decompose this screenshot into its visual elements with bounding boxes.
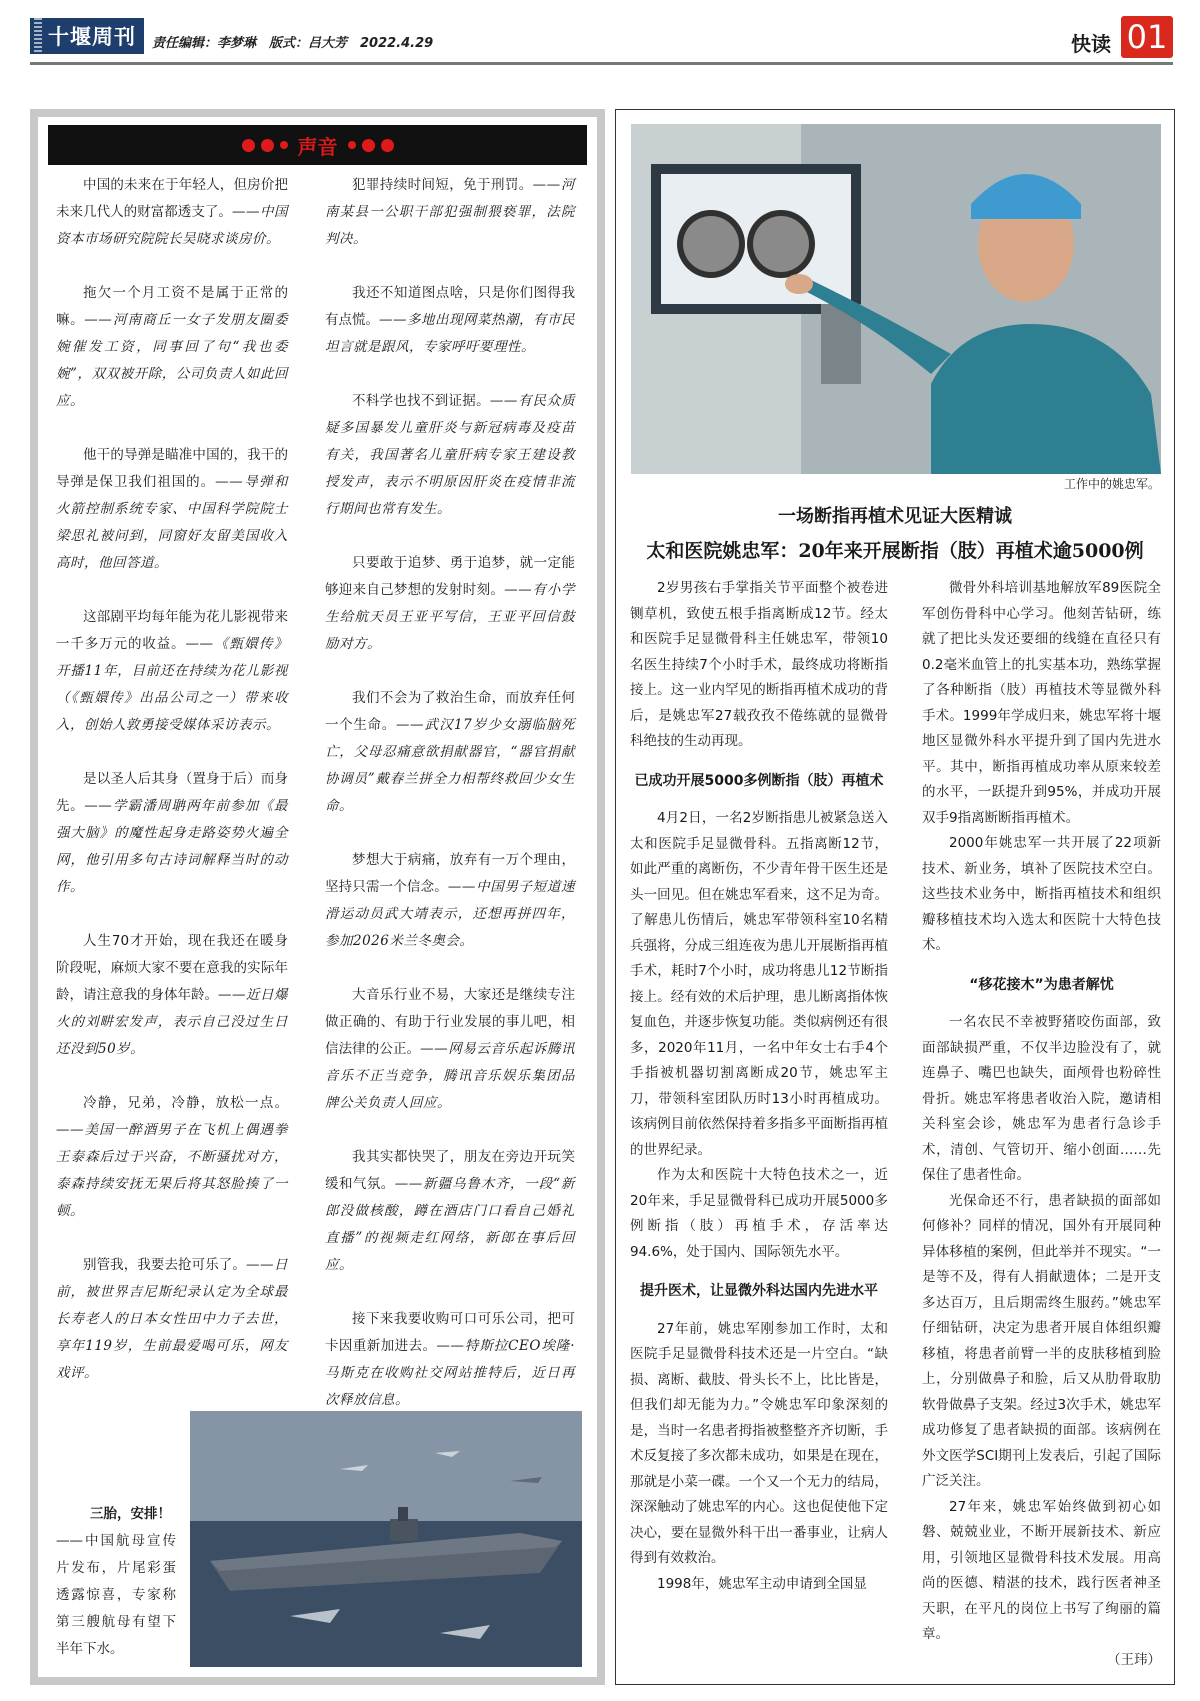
- quote-source: ——中国资本市场研究院院长吴晓求谈房价。: [56, 204, 289, 247]
- quote-item: [56, 766, 288, 901]
- photo-caption: 工作中的姚忠军。: [1063, 477, 1160, 491]
- paragraph: 作为太和医院十大特色技术之一，近20年来，手足显微骨科已成功开展5000多例断指（肢）再植手术，存活率达94.6%，处于国内、国际领先水平。: [630, 1167, 888, 1260]
- red-dot-icon: [381, 139, 394, 152]
- quote-text: 他干的导弹是瞄准中国的，我干的导弹是保卫我们祖国的。: [56, 447, 289, 490]
- red-dot-icon: [362, 139, 375, 152]
- quote-source: ——网易云音乐起诉腾讯音乐不正当竞争，腾讯音乐娱乐集团品牌公关负责人回应。: [325, 1041, 575, 1111]
- surgeon-photo: [631, 124, 1161, 474]
- quote-source: ——美国一醉酒男子在飞机上偶遇拳王泰森后过于兴奋，不断骚扰对方，泰森持续安抚无果后将其怒脸揍了一顿。: [56, 1122, 288, 1219]
- quote-text: 我还不知道图点啥，只是你们图得我有点慌。: [325, 285, 576, 328]
- quote-item: [56, 172, 288, 253]
- article-title: 一场断指再植术见证大医精诚: [778, 506, 1012, 527]
- quote-item: [56, 1252, 288, 1387]
- voices-column-left: [56, 172, 288, 1414]
- quote-item: [325, 388, 575, 523]
- quote-text: 我们不会为了救治生命，而放弃任何一个生命。: [325, 690, 576, 733]
- surgeon-illustration: [631, 124, 1161, 474]
- paragraph: 微骨外科培训基地解放军89医院全军创伤骨科中心学习。他刻苦钻研，练就了把比头发还要细的线缝在直径只有0.2毫米血管上的扎实基本功，熟练掌握了各种断指（肢）再植技术等显微外科手术。1999年学成归来，姚忠军将十堰地区显微外科水平提升到了国内先进水平。其中，断指再植成功率从原来较差的水平，一跃提升到95%，并成功开展双手9指离断断指再植术。: [922, 580, 1161, 826]
- quote-text: 别管我，我要去抢可乐了。: [83, 1257, 246, 1273]
- quote-item: [325, 172, 575, 253]
- quote-item: [56, 604, 288, 739]
- quote-text: 接下来我要收购可口可乐公司，把可卡因重新加进去。: [325, 1311, 576, 1354]
- quote-source: ——导弹和火箭控制系统专家、中国科学院院士梁思礼被问到，同窗好友留美国收入高时，他回答道。: [56, 474, 289, 571]
- aircraft-carrier-photo: [190, 1411, 582, 1667]
- red-dot-icon: [261, 139, 274, 152]
- carrier-caption: [56, 1501, 176, 1663]
- paragraph: 2000年姚忠军一共开展了22项新技术、新业务，填补了医院技术空白。这些技术业务中，断指再植技术和组织瓣移植技术均入选太和医院十大特色技术。: [922, 835, 1161, 953]
- article-column-left: [630, 576, 888, 1597]
- section-name: 快读: [1071, 32, 1111, 56]
- carrier-illustration: [190, 1411, 582, 1667]
- quote-text: 只要敢于追梦、勇于追梦，就一定能够迎来自己梦想的发射时刻。: [325, 555, 576, 598]
- quote-source: ——河南某县一公职干部犯强制猥亵罪，法院判决。: [325, 177, 576, 247]
- quote-source: ——近日爆火的刘畊宏发声，表示自己没过生日还没到50岁。: [56, 987, 288, 1057]
- quote-source: ——多地出现网菜热潮，有市民坦言就是跟风，专家呼吁要理性。: [325, 312, 575, 355]
- quote-source: ——新疆乌鲁木齐，一段“新郎没做核酸，蹲在酒店门口看自己婚礼直播”的视频走红网络，新郎在事后回应。: [325, 1176, 575, 1273]
- red-dot-icon: [348, 141, 356, 149]
- voices-heading: [48, 125, 587, 165]
- quote-item: [325, 847, 575, 955]
- quote-text: 这部剧平均每年能为花儿影视带来一千多万元的收益。: [56, 609, 289, 652]
- article-column-right: [922, 576, 1161, 1673]
- carrier-caption-text: ——中国航母宣传片发布，片尾彩蛋透露惊喜，专家称第三艘航母有望下半年下水。: [56, 1533, 176, 1657]
- voices-column-right: [325, 172, 575, 1441]
- carrier-caption-title: 三胎，安排！: [90, 1506, 171, 1522]
- quote-source: ——河南商丘一女子发朋友圈委婉催发工资，同事回了句“我也委婉”，双双被开除，公司负责人如此回应。: [56, 312, 289, 409]
- quote-item: [325, 1306, 575, 1414]
- page-number: 01: [1121, 16, 1173, 58]
- quote-text: 是以圣人后其身（置身于后）而身先。: [56, 771, 289, 814]
- quote-item: [325, 550, 575, 658]
- paragraph: 2岁男孩右手掌指关节平面整个被卷进铡草机，致使五根手指离断成12节。经太和医院手足显微骨科主任姚忠军，带领10名医生持续7个小时手术，最终成功将断指接上。这一业内罕见的断指再植术成功的背后，是姚忠军27载孜孜不倦练就的显微骨科绝技的生动再现。: [630, 580, 888, 749]
- quote-item: [325, 1144, 575, 1279]
- quote-item: [56, 442, 288, 577]
- paragraph: 4月2日，一名2岁断指患儿被紧急送入太和医院手足显微骨科。五指离断12节，如此严重的离断伤，不少青年骨干医生还是头一回见。但在姚忠军看来，这不足为奇。了解患儿伤情后，姚忠军带领科室10名精兵强将，分成三组连夜为患儿开展断指再植手术，耗时7个小时，成功将患儿12节断指接上。经有效的术后护理，患儿断离指体恢复血色，并逐步恢复功能。类似病例还有很多，2020年11月，一名中年女士右手4个手指被机器切割离断成20节，姚忠军主刀，带领科室团队历时13小时再植成功。该病例目前依然保持着多指多平面断指再植的世界纪录。: [630, 810, 888, 1158]
- section-heading: “移花接木”为患者解忧: [969, 976, 1114, 993]
- voices-title: 声音: [297, 134, 338, 159]
- quote-source: ——武汉17岁少女溺临脑死亡，父母忍痛意欲捐献器官，“器官捐献协调员”戴春兰拼全力相帮终救回少女生命。: [325, 717, 575, 814]
- paragraph: 一名农民不幸被野猪咬伤面部，致面部缺损严重，不仅半边脸没有了，就连鼻子、嘴巴也缺失，面颅骨也粉碎性骨折。姚忠军将患者收治入院，邀请相关科室会诊，姚忠军为患者行急诊手术，清创、气管切开、缩小创面……先保住了患者性命。: [922, 1014, 1161, 1183]
- paragraph: 27年前，姚忠军刚参加工作时，太和医院手足显微骨科技术还是一片空白。“缺损、离断、截肢、骨头长不上，比比皆是，但我们却无能为力。”令姚忠军印象深刻的是，当时一名患者拇指被整整齐齐切断，手术反复接了多次都未成功，如果是在现在，那就是小菜一碟。一个又一个无力的结局，深深触动了姚忠军的内心。这也促使他下定决心，要在显微外科干出一番事业，让病人得到有效救治。: [630, 1320, 888, 1566]
- quote-source: ——《甄嬛传》开播11年，目前还在持续为花儿影视（《甄嬛传》出品公司之一）带来收入，创始人敦勇接受媒体采访表示。: [56, 636, 289, 733]
- quote-source: ——中国男子短道速滑运动员武大靖表示，还想再拼四年，参加2026米兰冬奥会。: [325, 879, 575, 949]
- article-author: （王玮）: [1107, 1651, 1161, 1668]
- section-heading: 已成功开展5000多例断指（肢）再植术: [634, 772, 884, 789]
- paragraph: 1998年，姚忠军主动申请到全国显: [657, 1575, 867, 1592]
- quote-item: [325, 280, 575, 361]
- quote-source: ——有小学生给航天员王亚平写信，王亚平回信鼓励对方。: [325, 582, 575, 652]
- page-header: [30, 14, 1173, 64]
- quote-text: 拖欠一个月工资不是属于正常的嘛。: [56, 285, 289, 328]
- quote-text: 我其实都快哭了，朋友在旁边开玩笑缓和气氛。: [325, 1149, 576, 1192]
- quote-source: ——特斯拉CEO埃隆·马斯克在收购社交网站推特后，近日再次释放信息。: [325, 1338, 576, 1408]
- quote-source: ——学霸潘周聃两年前参加《最强大脑》的魔性起身走路姿势火遍全网，他引用多句古诗词解释当时的动作。: [56, 798, 289, 895]
- article-subtitle: 太和医院姚忠军：20年来开展断指（肢）再植术逾5000例: [646, 540, 1144, 562]
- quote-source: ——日前，被世界吉尼斯纪录认定为全球最长寿老人的日本女性田中力子去世，享年119岁，生前最爱喝可乐，网友戏评。: [56, 1257, 289, 1381]
- red-dot-icon: [280, 141, 288, 149]
- paragraph: 光保命还不行，患者缺损的面部如何修补？同样的情况，国外有开展同种异体移植的案例，但此举并不现实。“一是等不及，得有人捐献遗体；二是开支多达百万，且后期需终生服药。”姚忠军仔细钻研，决定为患者开展自体组织瓣移植，将患者前臂一半的皮肤移植到脸上，分别做鼻子和脸，后又从肋骨取肋软骨做鼻子支架。经过3次手术，姚忠军成功修复了患者缺损的面部。该病例在外文医学SCI期刊上发表后，引起了国际广泛关注。: [922, 1192, 1161, 1489]
- paragraph: 27年来，姚忠军始终做到初心如磐、兢兢业业，不断开展新技术、新应用，引领地区显微骨科技术发展。用高尚的医德、精湛的技术，践行医者神圣天职，在平凡的岗位上书写了绚丽的篇章。: [922, 1498, 1161, 1642]
- masthead-logo: 十堰周刊: [30, 18, 144, 54]
- quote-text: 梦想大于病痛，放弃有一万个理由，坚持只需一个信念。: [325, 852, 576, 895]
- quote-item: [325, 685, 575, 820]
- edition-meta: 责任编辑：李梦琳 版式：吕大芳 2022.4.29: [152, 36, 434, 51]
- quote-text: 大音乐行业不易，大家还是继续专注做正确的、有助于行业发展的事儿吧，相信法律的公正。: [325, 987, 576, 1057]
- quote-item: [56, 928, 288, 1063]
- quote-text: 犯罪持续时间短，免于刑罚。: [352, 177, 533, 193]
- quote-text: 人生70才开始，现在我还在暖身阶段呢，麻烦大家不要在意我的实际年龄，请注意我的身体年龄。: [56, 933, 288, 1003]
- quote-text: 不科学也找不到证据。: [352, 393, 490, 409]
- quote-text: 中国的未来在于年轻人，但房价把未来几代人的财富都透支了。: [56, 177, 289, 220]
- quote-item: [56, 1090, 288, 1225]
- quote-source: ——有民众质疑多国暴发儿童肝炎与新冠病毒及疫苗有关，我国著名儿童肝病专家王建设教授发声，表示不明原因肝炎在疫情非流行期间也常有发生。: [325, 393, 576, 517]
- section-heading: 提升医术，让显微外科达国内先进水平: [640, 1283, 878, 1299]
- quote-item: [56, 280, 288, 415]
- quote-item: [325, 982, 575, 1117]
- quote-text: 冷静，兄弟，冷静，放松一点。: [83, 1095, 289, 1111]
- header-rule: [30, 62, 1173, 65]
- red-dot-icon: [242, 139, 255, 152]
